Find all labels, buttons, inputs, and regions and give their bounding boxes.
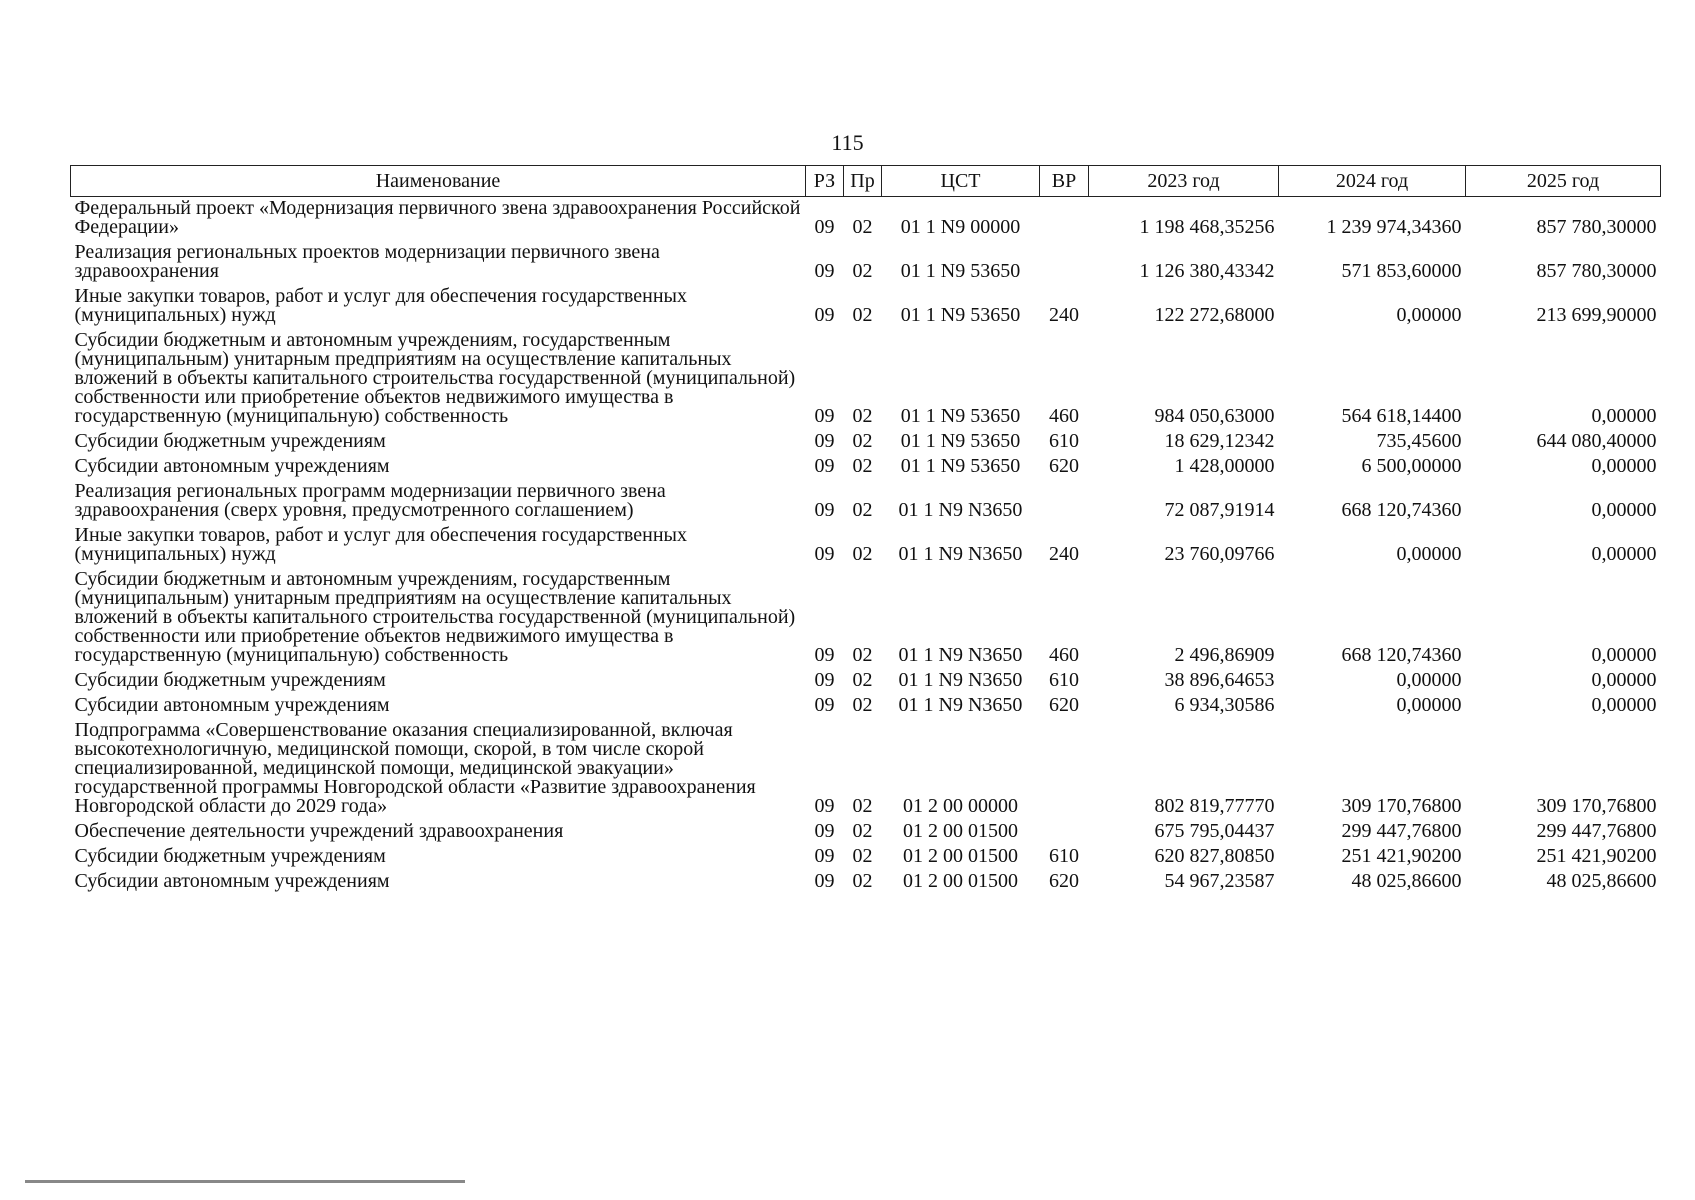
- cell-vr: [1040, 719, 1089, 820]
- header-2025: 2025 год: [1466, 166, 1661, 197]
- cell-2024: 6 500,00000: [1361, 455, 1462, 477]
- cell-rz: 09: [814, 870, 835, 892]
- footer-rule: [25, 1180, 465, 1183]
- cell-2025: 857 780,30000: [1536, 216, 1657, 238]
- cell-cst: 01 1 N9 00000: [900, 216, 1021, 238]
- cell-pr: 02: [852, 216, 873, 238]
- cell-name: Субсидии бюджетным и автономным учреждениям, государственным (муниципальным) унитарным предприятиям на осуществление капитальных вложений в объекты капитального строительства государственной (муниципальной) собственности или приобретение объектов недвижимого имущества в государственную (муниципальную) собственность: [74, 568, 796, 666]
- budget-table: [70, 165, 1661, 895]
- cell-rz: 09: [814, 795, 835, 817]
- cell-2023: 6 934,30586: [1174, 694, 1275, 716]
- cell-rz: 09: [814, 669, 835, 691]
- cell-2023: 675 795,04437: [1154, 820, 1275, 842]
- cell-name: Субсидии бюджетным учреждениям: [74, 430, 386, 452]
- header-2023: 2023 год: [1089, 166, 1279, 197]
- cell-2023: 2 496,86909: [1174, 644, 1275, 666]
- cell-pr: 02: [852, 455, 873, 477]
- cell-rz: 09: [814, 543, 835, 565]
- cell-cst: 01 1 N9 N3650: [898, 694, 1023, 716]
- table-body: [71, 197, 1661, 896]
- cell-name: Реализация региональных проектов модернизации первичного звена здравоохранения: [74, 241, 660, 282]
- cell-cst: 01 1 N9 53650: [900, 455, 1021, 477]
- cell-2025: 857 780,30000: [1536, 260, 1657, 282]
- cell-2023: 54 967,23587: [1164, 870, 1275, 892]
- cell-2025: 309 170,76800: [1536, 795, 1657, 817]
- cell-vr: 460: [1049, 644, 1079, 666]
- cell-rz: 09: [814, 430, 835, 452]
- header-rz: РЗ: [806, 166, 844, 197]
- cell-vr: 610: [1049, 430, 1079, 452]
- cell-2023: 1 198 468,35256: [1139, 216, 1275, 238]
- cell-2024: 564 618,14400: [1341, 405, 1462, 427]
- cell-2025: 0,00000: [1591, 694, 1657, 716]
- header-2024: 2024 год: [1279, 166, 1466, 197]
- header-cst: ЦСТ: [882, 166, 1040, 197]
- cell-name: Субсидии бюджетным учреждениям: [74, 845, 386, 867]
- cell-2025: 644 080,40000: [1536, 430, 1657, 452]
- cell-2024: 0,00000: [1396, 669, 1462, 691]
- cell-rz: 09: [814, 405, 835, 427]
- cell-cst: 01 2 00 01500: [903, 820, 1018, 842]
- cell-name: Субсидии автономным учреждениям: [74, 870, 390, 892]
- cell-2024: 668 120,74360: [1341, 499, 1462, 521]
- header-vr: ВР: [1040, 166, 1089, 197]
- cell-2023: 72 087,91914: [1164, 499, 1275, 521]
- cell-name: Обеспечение деятельности учреждений здравоохранения: [74, 820, 564, 842]
- page-number: 115: [831, 130, 864, 155]
- cell-cst: 01 1 N9 N3650: [898, 543, 1023, 565]
- cell-rz: 09: [814, 845, 835, 867]
- cell-2025: 0,00000: [1591, 499, 1657, 521]
- cell-cst: 01 2 00 00000: [903, 795, 1018, 817]
- cell-rz: 09: [814, 820, 835, 842]
- cell-pr: 02: [852, 820, 873, 842]
- cell-cst: 01 1 N9 53650: [900, 405, 1021, 427]
- cell-2024: 668 120,74360: [1341, 644, 1462, 666]
- cell-2024: 0,00000: [1396, 304, 1462, 326]
- table-header-row: [71, 166, 1661, 197]
- table-row: [71, 669, 1661, 694]
- cell-2025: 0,00000: [1591, 455, 1657, 477]
- cell-pr: 02: [852, 499, 873, 521]
- header-name: Наименование: [71, 166, 806, 197]
- cell-2024: 0,00000: [1396, 543, 1462, 565]
- cell-cst: 01 1 N9 N3650: [898, 499, 1023, 521]
- cell-pr: 02: [852, 795, 873, 817]
- cell-2025: 213 699,90000: [1536, 304, 1657, 326]
- cell-pr: 02: [852, 260, 873, 282]
- cell-name: Субсидии автономным учреждениям: [74, 694, 390, 716]
- table-row: [71, 197, 1661, 242]
- cell-vr: 620: [1049, 870, 1079, 892]
- cell-2023: 1 126 380,43342: [1139, 260, 1275, 282]
- cell-2025: 48 025,86600: [1546, 870, 1657, 892]
- table-row: [71, 524, 1661, 568]
- cell-vr: 460: [1049, 405, 1079, 427]
- cell-2023: 38 896,64653: [1164, 669, 1275, 691]
- cell-2024: 48 025,86600: [1351, 870, 1462, 892]
- cell-pr: 02: [852, 845, 873, 867]
- cell-vr: 240: [1049, 543, 1079, 565]
- cell-vr: 610: [1049, 669, 1079, 691]
- cell-2024: 309 170,76800: [1341, 795, 1462, 817]
- cell-rz: 09: [814, 216, 835, 238]
- cell-rz: 09: [814, 304, 835, 326]
- cell-2025: 0,00000: [1591, 644, 1657, 666]
- cell-rz: 09: [814, 499, 835, 521]
- cell-2024: 251 421,90200: [1341, 845, 1462, 867]
- cell-rz: 09: [814, 455, 835, 477]
- cell-cst: 01 1 N9 53650: [900, 260, 1021, 282]
- table-row: [71, 455, 1661, 480]
- cell-2024: 735,45600: [1376, 430, 1462, 452]
- table-row: [71, 241, 1661, 285]
- cell-cst: 01 2 00 01500: [903, 845, 1018, 867]
- table-row: [71, 480, 1661, 524]
- cell-2025: 0,00000: [1591, 669, 1657, 691]
- table-row: [71, 820, 1661, 845]
- cell-pr: 02: [852, 694, 873, 716]
- header-pr: Пр: [844, 166, 882, 197]
- table-row: [71, 719, 1661, 820]
- cell-name: Субсидии бюджетным учреждениям: [74, 669, 386, 691]
- cell-name: Иные закупки товаров, работ и услуг для обеспечения государственных (муниципальных) нужд: [74, 524, 687, 565]
- cell-name: Реализация региональных программ модернизации первичного звена здравоохранения (сверх уровня, предусмотренного соглашением): [74, 480, 666, 521]
- cell-vr: [1040, 820, 1089, 845]
- cell-pr: 02: [852, 430, 873, 452]
- cell-vr: [1040, 197, 1089, 242]
- table-row: [71, 870, 1661, 895]
- cell-2023: 23 760,09766: [1164, 543, 1275, 565]
- cell-cst: 01 1 N9 53650: [900, 304, 1021, 326]
- cell-vr: [1040, 241, 1089, 285]
- cell-2023: 984 050,63000: [1154, 405, 1275, 427]
- cell-cst: 01 1 N9 N3650: [898, 644, 1023, 666]
- cell-2024: 299 447,76800: [1341, 820, 1462, 842]
- cell-pr: 02: [852, 870, 873, 892]
- cell-vr: 620: [1049, 455, 1079, 477]
- cell-pr: 02: [852, 669, 873, 691]
- table-row: [71, 845, 1661, 870]
- cell-vr: 240: [1049, 304, 1079, 326]
- table-row: [71, 694, 1661, 719]
- cell-rz: 09: [814, 644, 835, 666]
- cell-rz: 09: [814, 260, 835, 282]
- table-row: [71, 430, 1661, 455]
- table-row: [71, 285, 1661, 329]
- cell-pr: 02: [852, 644, 873, 666]
- cell-name: Подпрограмма «Совершенствование оказания специализированной, включая высокотехнологичную, медицинской помощи, скорой, в том числе скорой специализированной, медицинской помощи, медицинской эвакуации» государственной программы Новгородской области «Развитие здравоохранения Новгородской области до 2029 года»: [74, 719, 756, 817]
- cell-name: Субсидии автономным учреждениям: [74, 455, 390, 477]
- cell-2025: 299 447,76800: [1536, 820, 1657, 842]
- cell-2023: 1 428,00000: [1174, 455, 1275, 477]
- cell-2025: 251 421,90200: [1536, 845, 1657, 867]
- cell-2023: 802 819,77770: [1154, 795, 1275, 817]
- cell-2024: 1 239 974,34360: [1326, 216, 1462, 238]
- cell-vr: 610: [1049, 845, 1079, 867]
- cell-2024: 571 853,60000: [1341, 260, 1462, 282]
- cell-pr: 02: [852, 304, 873, 326]
- cell-2025: 0,00000: [1591, 405, 1657, 427]
- cell-name: Федеральный проект «Модернизация первичного звена здравоохранения Российской Федерации»: [74, 197, 801, 238]
- cell-2023: 122 272,68000: [1154, 304, 1275, 326]
- cell-2025: 0,00000: [1591, 543, 1657, 565]
- cell-cst: 01 1 N9 N3650: [898, 669, 1023, 691]
- cell-2023: 18 629,12342: [1164, 430, 1275, 452]
- cell-name: Субсидии бюджетным и автономным учреждениям, государственным (муниципальным) унитарным предприятиям на осуществление капитальных вложений в объекты капитального строительства государственной (муниципальной) собственности или приобретение объектов недвижимого имущества в государственную (муниципальную) собственность: [74, 329, 796, 427]
- cell-vr: [1040, 480, 1089, 524]
- cell-2023: 620 827,80850: [1154, 845, 1275, 867]
- table-row: [71, 568, 1661, 669]
- cell-name: Иные закупки товаров, работ и услуг для обеспечения государственных (муниципальных) нужд: [74, 285, 687, 326]
- cell-cst: 01 1 N9 53650: [900, 430, 1021, 452]
- cell-pr: 02: [852, 405, 873, 427]
- cell-cst: 01 2 00 01500: [903, 870, 1018, 892]
- cell-vr: 620: [1049, 694, 1079, 716]
- cell-pr: 02: [852, 543, 873, 565]
- table-row: [71, 329, 1661, 430]
- cell-rz: 09: [814, 694, 835, 716]
- cell-2024: 0,00000: [1396, 694, 1462, 716]
